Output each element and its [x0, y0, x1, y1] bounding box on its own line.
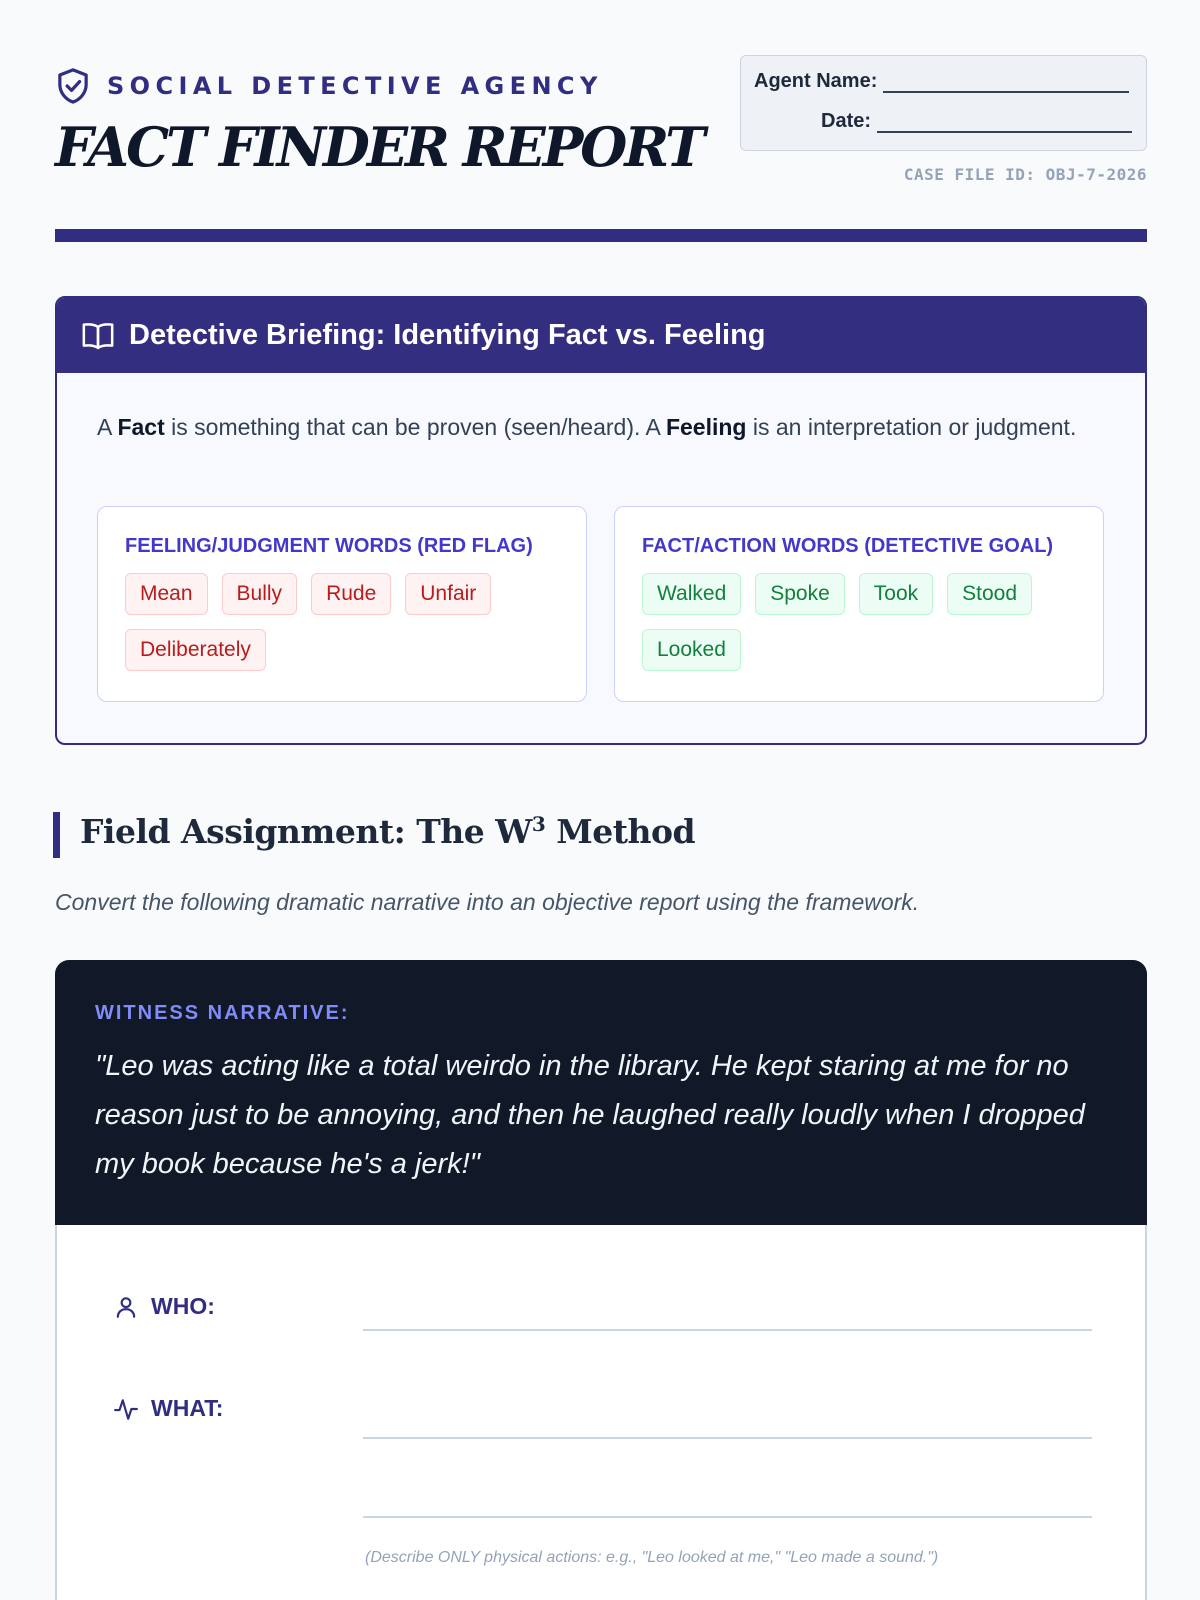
intro-fact-term: Fact: [117, 414, 165, 440]
intro-feeling-term: Feeling: [665, 414, 747, 440]
feeling-words-card: [97, 506, 587, 702]
what-field-label: [113, 1395, 223, 1422]
briefing-intro: [97, 410, 1097, 444]
briefing-title: Detective Briefing: Identifying Fact vs. Feeling: [129, 319, 766, 351]
assignment-title-end: Method: [545, 812, 696, 851]
intro-text-2: is something that can be proven (seen/heard). A: [164, 414, 666, 440]
feeling-word-chip: Unfair: [405, 573, 491, 615]
fact-words-title: FACT/ACTION WORDS (DETECTIVE GOAL): [642, 535, 1054, 557]
feeling-word-chip: Deliberately: [125, 629, 266, 671]
feeling-words-title: FEELING/JUDGMENT WORDS (RED FLAG): [125, 535, 533, 557]
feeling-word-chip: Rude: [311, 573, 391, 615]
fact-word-chip: Stood: [947, 573, 1032, 615]
agency-name: SOCIAL DETECTIVE AGENCY: [107, 72, 603, 100]
feeling-word-list: [125, 573, 565, 671]
fact-word-list: [642, 573, 1082, 671]
witness-narrative-text: "Leo was acting like a total weirdo in the library. He kept staring at me for no reason just to be annoying, and then he laughed really loudly when I dropped my book because he's a jerk!": [95, 1050, 1085, 1180]
date-blank[interactable]: [877, 115, 1132, 133]
agent-name-row: [754, 70, 1129, 93]
report-title: FACT FINDER REPORT: [55, 115, 703, 179]
what-field-hint: (Describe ONLY physical actions: e.g., "Leo looked at me," "Leo made a sound."): [365, 1549, 939, 1566]
feeling-word-chip: Bully: [222, 573, 298, 615]
fact-word-chip: Took: [859, 573, 933, 615]
section-accent-bar: [53, 812, 60, 858]
shield-check-icon: [55, 67, 91, 105]
person-icon: [113, 1294, 139, 1320]
what-answer-line-2[interactable]: [363, 1516, 1092, 1518]
fact-word-chip: Looked: [642, 629, 741, 671]
agency-brand: [55, 67, 603, 105]
witness-narrative-panel: [55, 960, 1147, 1225]
report-form: [55, 1225, 1147, 1600]
what-answer-line-1[interactable]: [363, 1437, 1092, 1439]
report-header: [55, 55, 1147, 245]
agent-info-box: [740, 55, 1147, 151]
header-divider: [55, 229, 1147, 242]
detective-briefing-panel: [55, 296, 1147, 745]
witness-narrative-label: WITNESS NARRATIVE:: [95, 1002, 350, 1024]
fact-words-card: [614, 506, 1104, 702]
field-assignment-instructions: Convert the following dramatic narrative into an objective report using the framework.: [55, 889, 920, 915]
assignment-title-text: Field Assignment: The W: [80, 812, 532, 851]
intro-text-3: is an interpretation or judgment.: [746, 414, 1077, 440]
fact-word-chip: Spoke: [755, 573, 845, 615]
date-label: Date:: [821, 110, 872, 132]
case-file-id: CASE FILE ID: OBJ-7-2026: [903, 165, 1147, 184]
agent-name-blank[interactable]: [883, 75, 1129, 93]
who-label-text: WHO:: [151, 1293, 215, 1319]
who-answer-line[interactable]: [363, 1329, 1092, 1331]
open-book-icon: [81, 321, 115, 351]
intro-text-1: A: [97, 414, 118, 440]
activity-pulse-icon: [113, 1396, 139, 1422]
date-row: [821, 110, 1132, 133]
assignment-title-superscript: 3: [531, 812, 546, 836]
briefing-header: [57, 298, 1145, 373]
feeling-word-chip: Mean: [125, 573, 208, 615]
who-field-label: [113, 1293, 215, 1320]
what-label-text: WHAT:: [151, 1395, 224, 1421]
field-assignment-title: [80, 812, 695, 851]
fact-word-chip: Walked: [642, 573, 741, 615]
agent-name-label: Agent Name:: [754, 70, 878, 92]
